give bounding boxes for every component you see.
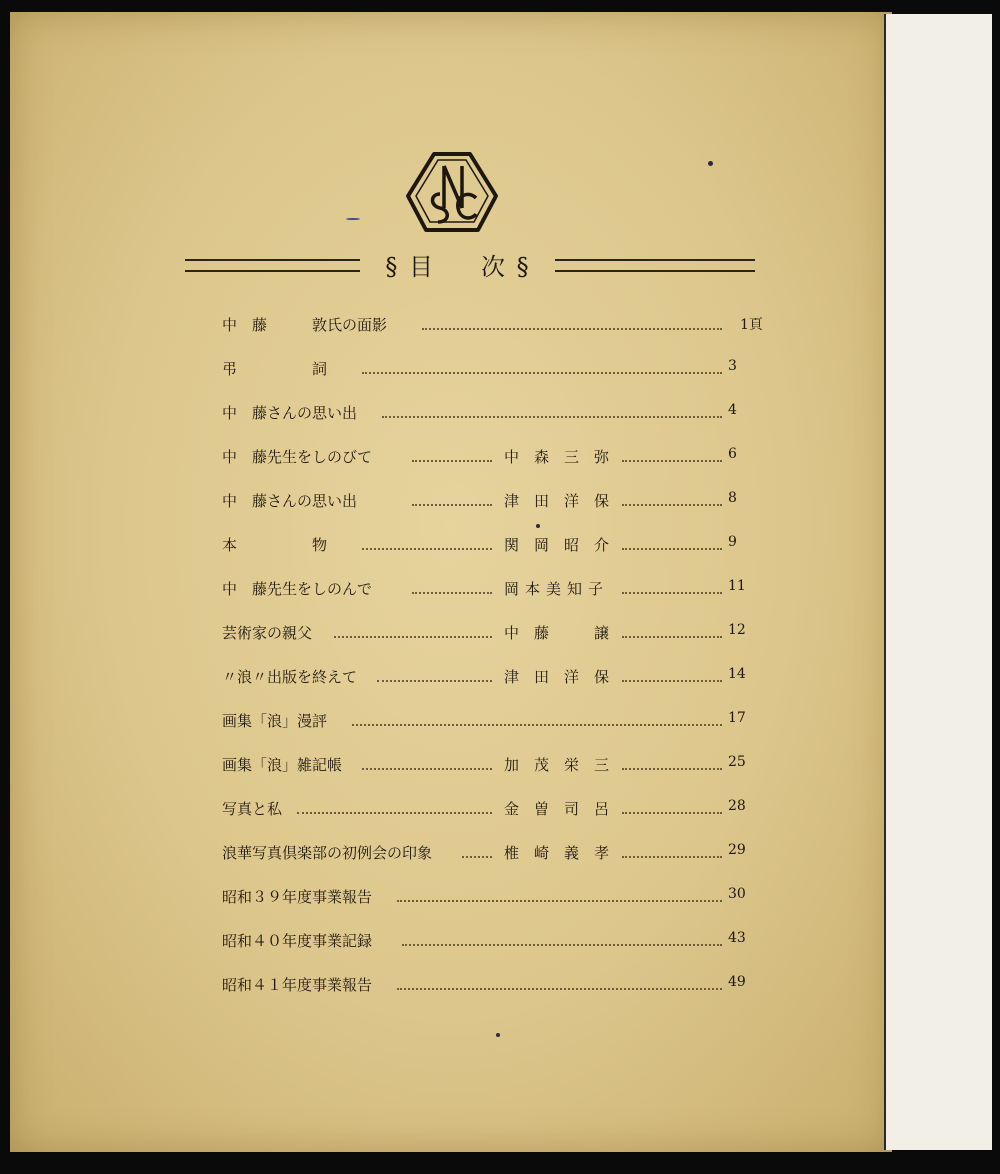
- paper-speck: [708, 161, 713, 166]
- section-mark-right: §: [516, 253, 531, 281]
- entry-title: 画集「浪」雑記帳: [222, 756, 343, 774]
- entry-author: 金曽司呂: [504, 800, 625, 818]
- entry-page: 11: [728, 578, 746, 594]
- toc-entry: [222, 754, 782, 780]
- entry-author: 椎崎義孝: [504, 844, 625, 862]
- toc-entry: [222, 842, 782, 868]
- toc-entry: [222, 622, 782, 648]
- toc-entry: [222, 446, 782, 472]
- toc-entry: [222, 930, 782, 956]
- entry-page: 9: [728, 534, 737, 550]
- entry-title: 画集「浪」漫評: [222, 712, 328, 730]
- entry-title: 中 藤先生をしのんで: [222, 580, 373, 598]
- entry-author: 岡本美知子: [504, 580, 610, 598]
- entry-page: 30: [728, 886, 746, 902]
- entry-page: 43: [728, 930, 746, 946]
- entry-author: 中森三弥: [504, 448, 625, 466]
- paper-speck: [496, 1033, 500, 1037]
- entry-page: 8: [728, 490, 737, 506]
- entry-title: 本 物: [222, 536, 328, 554]
- entry-page: 29: [728, 842, 746, 858]
- entry-page: 25: [728, 754, 746, 770]
- entry-author: 加茂栄三: [504, 756, 625, 774]
- toc-entry: [222, 798, 782, 824]
- heading-char-2: 次: [481, 253, 507, 281]
- entry-author: 津田洋保: [504, 668, 625, 686]
- toc-entry: [222, 666, 782, 692]
- toc-entry: [222, 358, 782, 384]
- entry-title: 中 藤さんの思い出: [222, 492, 358, 510]
- toc-entry: [222, 490, 782, 516]
- toc-entry: [222, 886, 782, 912]
- entry-page: 3: [728, 358, 737, 374]
- toc-entry: [222, 578, 782, 604]
- entry-page: 6: [728, 446, 737, 462]
- section-mark-left: §: [385, 253, 400, 281]
- ink-mark: [346, 218, 360, 220]
- toc-entry: [222, 710, 782, 736]
- entry-title: 昭和４１年度事業報告: [222, 976, 373, 994]
- entry-page: 12: [728, 622, 746, 638]
- entry-title: 中 藤 敦氏の面影: [222, 316, 388, 334]
- paper-speck: [536, 524, 540, 528]
- entry-title: 浪華写真倶楽部の初例会の印象: [222, 844, 433, 862]
- entry-title: 弔 詞: [222, 360, 328, 378]
- entry-title: 中 藤先生をしのびて: [222, 448, 373, 466]
- heading-char-1: 目: [409, 253, 435, 281]
- entry-page: 4: [728, 402, 737, 418]
- toc-entry: [222, 974, 782, 1000]
- entry-page: 28: [728, 798, 746, 814]
- entry-title: 昭和３９年度事業報告: [222, 888, 373, 906]
- entry-author: 中藤 譲: [504, 624, 625, 642]
- entry-title: 芸術家の親父: [222, 624, 313, 642]
- entry-title: 写真と私: [222, 800, 283, 818]
- entry-author: 津田洋保: [504, 492, 625, 510]
- entry-author: 関岡昭介: [504, 536, 625, 554]
- entry-title: 〃浪〃出版を終えて: [222, 668, 358, 686]
- entry-page: 17: [728, 710, 746, 726]
- toc-entry: [222, 314, 782, 340]
- entry-page: 49: [728, 974, 746, 990]
- toc-entry: [222, 534, 782, 560]
- entry-title: 中 藤さんの思い出: [222, 404, 358, 422]
- entry-page: 1頁: [740, 317, 763, 333]
- entry-title: 昭和４０年度事業記録: [222, 932, 373, 950]
- entry-page: 14: [728, 666, 746, 682]
- toc-entry: [222, 402, 782, 428]
